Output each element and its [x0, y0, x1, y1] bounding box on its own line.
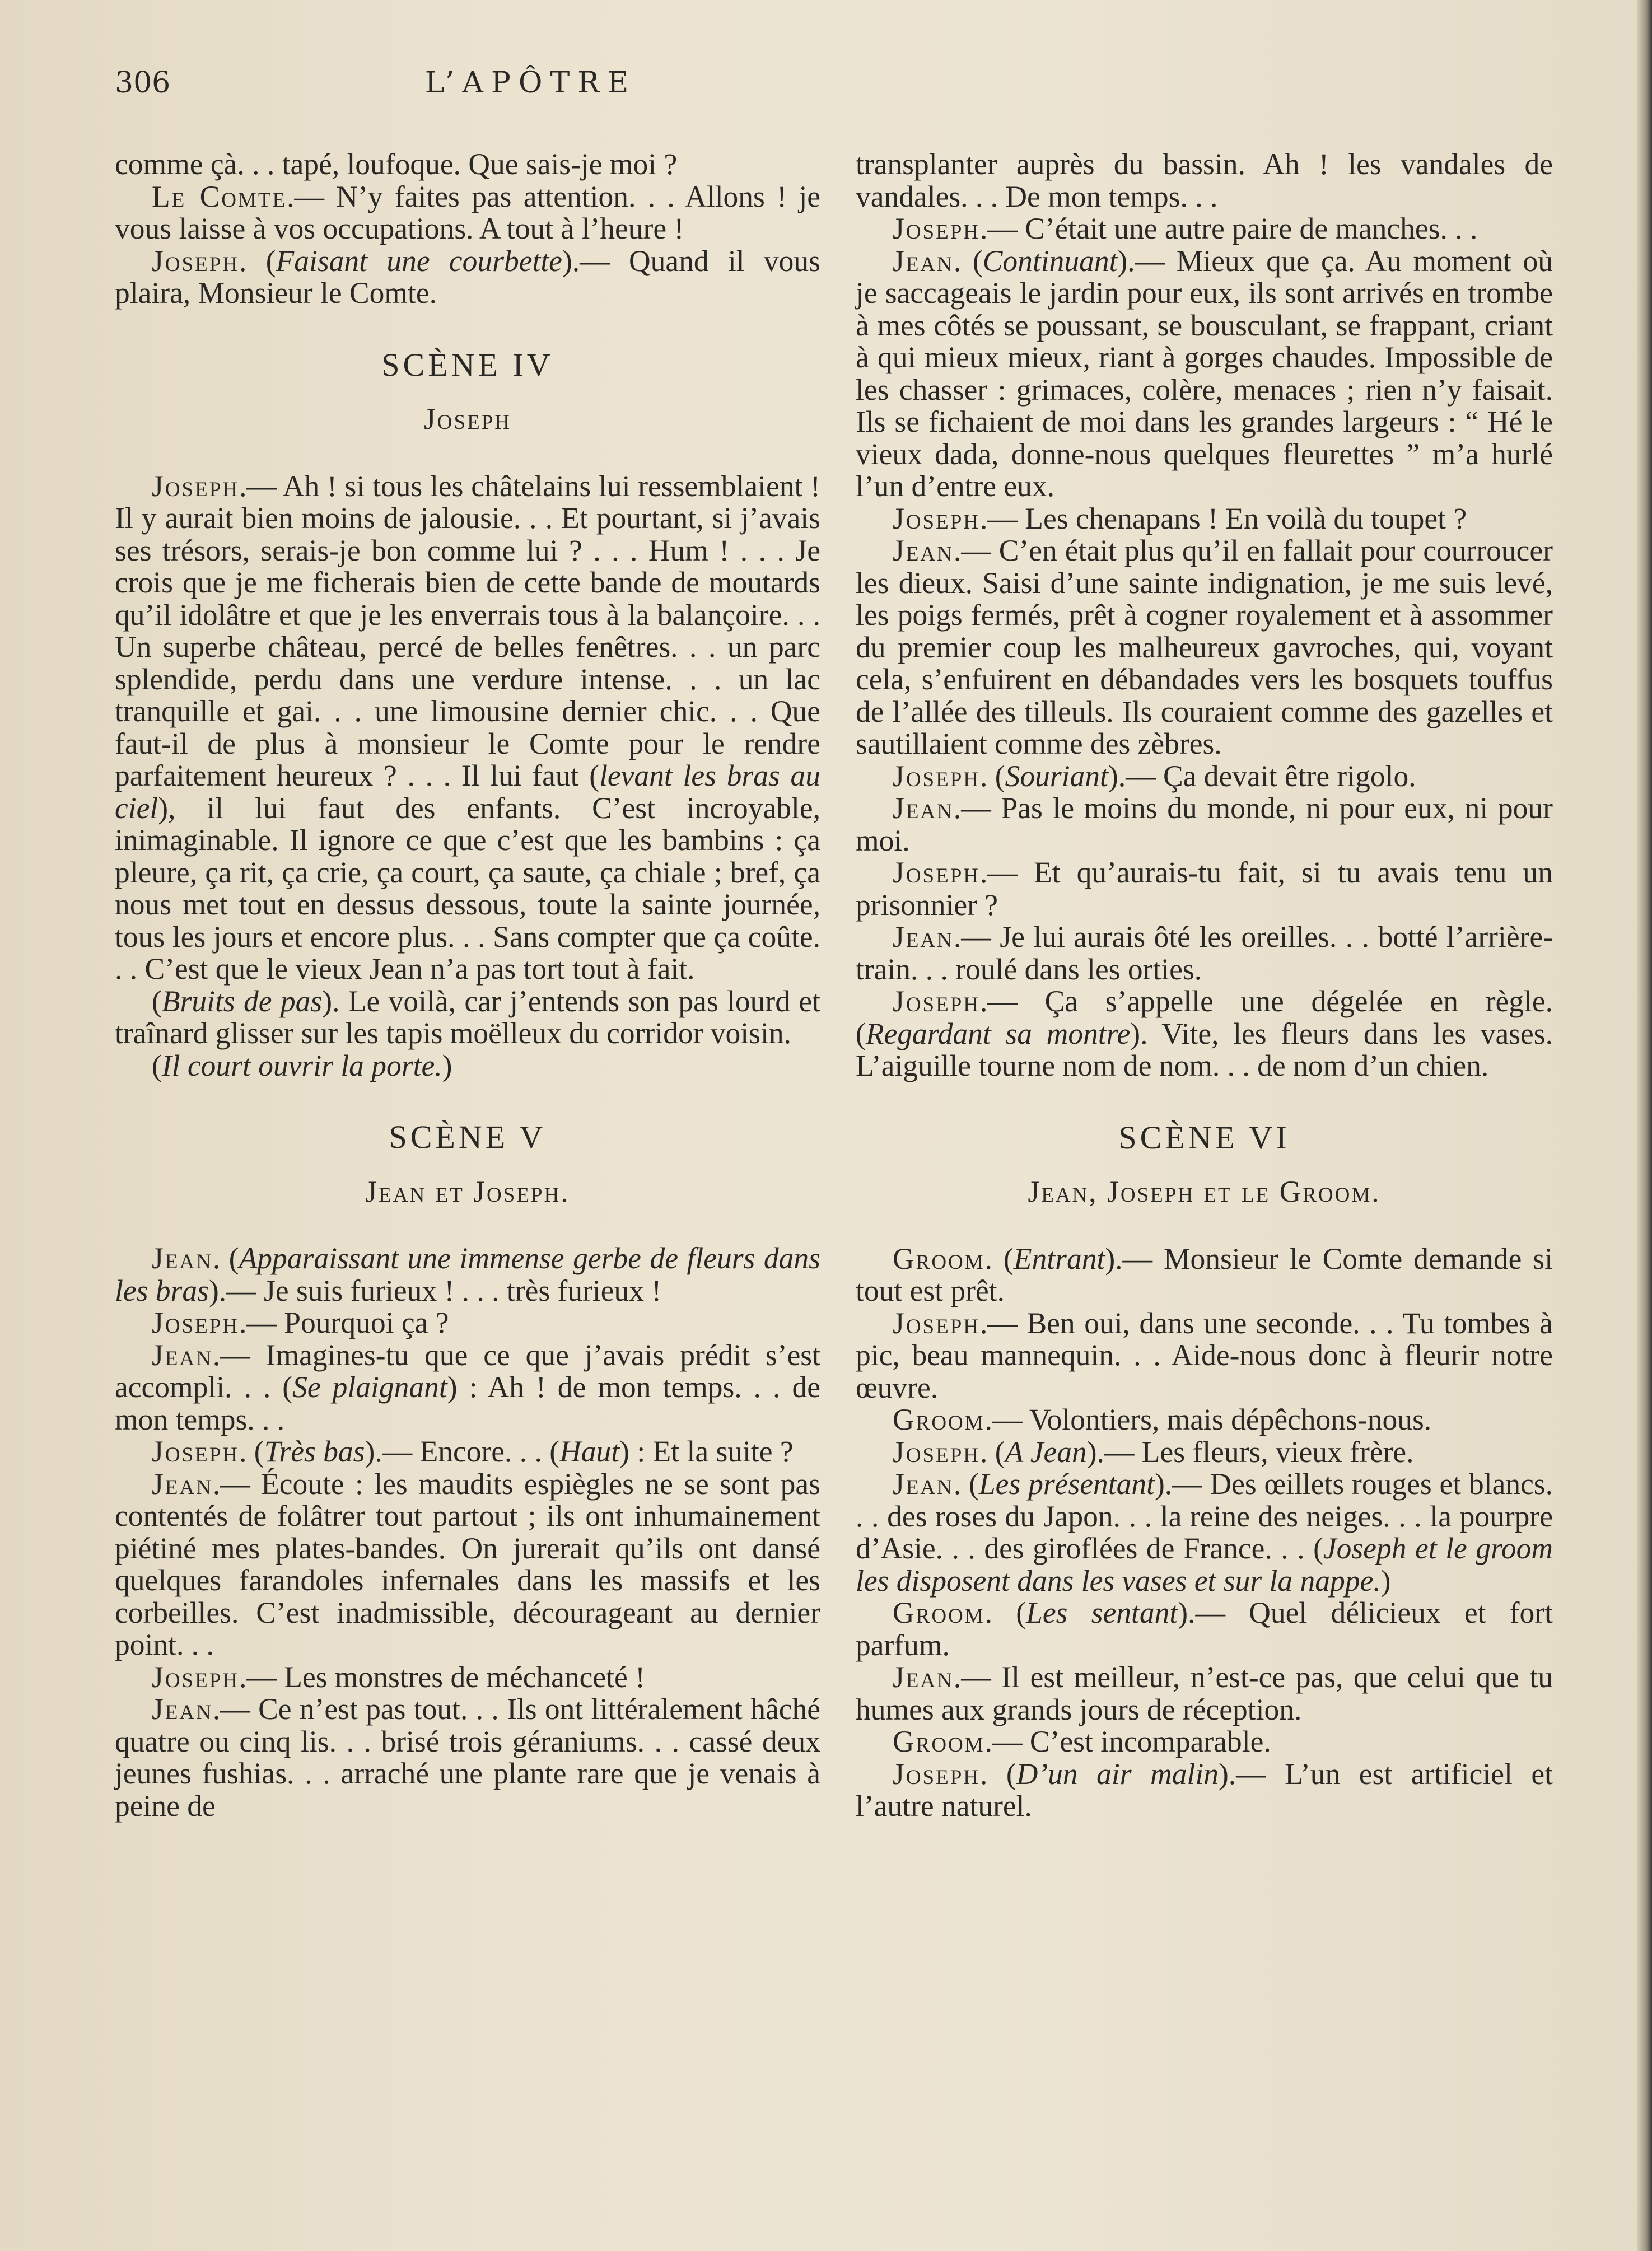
speaker-name: Jean — [893, 920, 954, 954]
dialogue-paragraph — [115, 986, 820, 1050]
speaker-name: Joseph — [893, 1757, 981, 1791]
speaker-name: Joseph — [893, 1435, 981, 1469]
speaker-name: Le Comte — [152, 179, 287, 213]
text-run: . ( — [953, 244, 983, 278]
speaker-name: Joseph — [893, 1306, 981, 1340]
text-run: ( — [152, 1048, 162, 1082]
dialogue-paragraph — [856, 535, 1553, 760]
speaker-name: Joseph — [152, 1660, 240, 1694]
stage-direction: Il court ouvrir la porte. — [161, 1048, 442, 1082]
stage-direction: A Jean — [1005, 1435, 1087, 1469]
dialogue-paragraph — [115, 1693, 820, 1822]
text-run: . ( — [980, 1435, 1005, 1469]
speaker-name: Joseph — [152, 1306, 240, 1339]
text-run: transplanter auprès du bassin. Ah ! les vandales de vandales. . . De mon temps. . . — [856, 147, 1553, 213]
dialogue-paragraph — [856, 792, 1553, 857]
dialogue-paragraph — [856, 245, 1553, 503]
text-run: ( — [152, 984, 162, 1018]
speaker-name: Joseph — [893, 759, 981, 793]
scene-heading: SCÈNE V — [389, 1119, 547, 1155]
speaker-name: Groom — [893, 1596, 985, 1629]
cast-list — [856, 1176, 1553, 1208]
text-run: .— Et qu’aurais-tu fait, si tu avais tenu un prisonnier ? — [856, 856, 1553, 922]
dialogue-paragraph — [856, 213, 1553, 245]
speaker-name: Joseph — [893, 856, 981, 889]
text-run: ).— L’un est artificiel et l’autre naturel. — [856, 1757, 1553, 1823]
left-column — [115, 148, 820, 1822]
scene-heading: SCÈNE VI — [1118, 1119, 1290, 1156]
text-run: .— C’est incomparable. — [984, 1725, 1271, 1758]
text-run: Joseph — [423, 402, 512, 436]
cast-list — [115, 403, 820, 436]
stage-direction: D’un air malin — [1016, 1757, 1219, 1791]
dialogue-paragraph — [856, 1597, 1553, 1661]
dialogue-paragraph — [856, 1758, 1553, 1823]
stage-direction: Les présentant — [978, 1467, 1155, 1501]
text-run: ).— Quand il vous plaira, Monsieur le Comte. — [115, 244, 820, 310]
speaker-name: Jean — [152, 1241, 213, 1275]
continued-paragraph — [115, 148, 820, 181]
stage-direction: Haut — [559, 1435, 620, 1468]
speaker-name: Groom — [893, 1241, 985, 1276]
text-run: . ( — [980, 759, 1005, 793]
text-run: .— Les monstres de méchanceté ! — [239, 1660, 645, 1694]
stage-direction: Joseph et le groom les disposent dans les vases et sur la nappe. — [856, 1531, 1553, 1598]
dialogue-paragraph — [115, 1436, 820, 1468]
text-run: .— N’y faites pas attention. . . Allons ! je vous laisse à vos occupations. A tout à l’heure ! — [115, 179, 820, 245]
text-run: ).— Encore. . . ( — [365, 1435, 560, 1468]
scene-heading: SCÈNE IV — [381, 346, 554, 383]
dialogue-paragraph — [115, 1661, 820, 1694]
text-run: .— Il est meilleur, n’est-ce pas, que celui que tu humes aux grands jours de réception. — [856, 1660, 1553, 1726]
dialogue-paragraph — [856, 1307, 1553, 1404]
stage-direction: Regardant sa montre — [865, 1016, 1131, 1050]
text-run: Jean et Joseph. — [365, 1174, 570, 1208]
speaker-name: Jean — [893, 534, 954, 567]
text-run: ).— Quel délicieux et fort parfum. — [856, 1596, 1553, 1662]
text-run: ). Vite, les fleurs dans les vases. L’aiguille tourne nom de nom. . . de nom d’un chien. — [856, 1016, 1553, 1082]
dialogue-paragraph — [856, 1661, 1553, 1726]
text-run: .— Écoute : les maudits espiègles ne se sont pas contentés de folâtrer tout partout ; ils ont inhumainement piétiné mes plates-bandes. On jurerait qu’ils ont dansé quelques farandoles infernales dans les massifs et les corbeilles. C’est inadmissible, décourageant au dernier point. . . — [115, 1467, 820, 1661]
dialogue-paragraph — [856, 921, 1553, 986]
dialogue-paragraph — [115, 1243, 820, 1307]
text-run: ) : Ah ! de mon temps. . . de mon temps. . . — [115, 1370, 820, 1436]
dialogue-paragraph — [856, 1404, 1553, 1436]
dialogue-paragraph — [115, 470, 820, 986]
dialogue-paragraph — [856, 857, 1553, 921]
text-run: . ( — [239, 1435, 264, 1468]
text-run: .— Imagines-tu que ce que j’avais prédit s’est accompli. . . ( — [115, 1338, 820, 1404]
speaker-name: Joseph — [152, 469, 240, 503]
text-run: ). Le voilà, car j’entends son pas lourd et traînard glisser sur les tapis moëlleux du corridor voisin. — [115, 984, 820, 1050]
dialogue-paragraph — [115, 245, 820, 310]
text-run: ).— Mieux que ça. Au moment où je saccageais le jardin pour eux, ils sont arrivés en trombe à mes côtés se poussant, se bousculant, se frappant, criant à qui mieux mieux, riant à gorges chaudes. Impossible de les chasser : grimaces, colère, menaces ; rien n’y faisait. Ils se fichaient de moi dans les grandes largeurs : “ Hé le vieux dada, donne-nous quelques fleurettes ” m’a hurlé l’un d’entre eux. — [856, 244, 1553, 503]
stage-direction: levant les bras au ciel — [115, 759, 820, 825]
dialogue-paragraph — [115, 1307, 820, 1339]
dialogue-paragraph — [856, 760, 1553, 793]
text-run: . ( — [239, 244, 276, 278]
dialogue-paragraph — [856, 1726, 1553, 1758]
speaker-name: Joseph — [893, 984, 981, 1018]
text-run: ).— Je suis furieux ! . . . très furieux ! — [208, 1273, 662, 1307]
speaker-name: Joseph — [893, 212, 981, 245]
stage-direction: Se plaignant — [292, 1370, 447, 1404]
text-run: ) : Et la suite ? — [619, 1435, 794, 1468]
text-run: ).— Les fleurs, vieux frère. — [1086, 1435, 1414, 1469]
text-run: ).— Ça devait être rigolo. — [1108, 759, 1416, 793]
text-run: .— C’en était plus qu’il en fallait pour courroucer les dieux. Saisi d’une sainte indignation, je me suis levé, les poigs fermés, prêt à cogner royalement et à assommer du premier coup les malheureux gavroches, qui, voyant cela, s’enfuirent en débandades vers les bosquets touffus de l’allée des tilleuls. Ils couraient comme des gazelles et sautillaient comme des zèbres. — [856, 534, 1553, 760]
text-run: .— Les chenapans ! En voilà du toupet ? — [980, 501, 1467, 535]
speaker-name: Jean — [152, 1467, 213, 1501]
text-run: . ( — [984, 1241, 1014, 1276]
stage-direction: Apparaissant une immense gerbe de fleurs dans les bras — [115, 1241, 820, 1307]
text-run: ) — [442, 1048, 452, 1082]
stage-direction: Continuant — [982, 244, 1118, 278]
text-run: .— Volontiers, mais dépêchons-nous. — [984, 1403, 1432, 1436]
stage-direction: Très bas — [264, 1435, 365, 1468]
speaker-name: Joseph — [152, 1435, 240, 1468]
dialogue-paragraph — [856, 1436, 1553, 1469]
dialogue-paragraph — [115, 181, 820, 245]
right-column — [856, 148, 1553, 1823]
running-title: L’APÔTRE — [424, 66, 637, 100]
speaker-name: Joseph — [893, 501, 981, 535]
text-run: . ( — [980, 1757, 1016, 1791]
stage-direction: Les sentant — [1026, 1596, 1178, 1629]
cast-list — [115, 1176, 820, 1208]
continued-paragraph — [856, 148, 1553, 213]
dialogue-paragraph — [856, 986, 1553, 1082]
speaker-name: Jean — [893, 1467, 954, 1501]
text-run: ).— Monsieur le Comte demande si tout est prêt. — [856, 1241, 1553, 1307]
text-run: .— Pourquoi ça ? — [239, 1306, 449, 1339]
stage-direction: Souriant — [1005, 759, 1108, 793]
stage-direction: Faisant une courbette — [276, 244, 562, 278]
speaker-name: Jean — [152, 1692, 213, 1726]
speaker-name: Jean — [893, 1660, 954, 1694]
text-run: .— C’était une autre paire de manches. . . — [980, 212, 1478, 245]
text-run: ) — [1380, 1563, 1391, 1598]
text-run: .— Pas le moins du monde, ni pour eux, ni pour moi. — [856, 791, 1553, 857]
text-run: .— Ben oui, dans une seconde. . . Tu tombes à pic, beau mannequin. . . Aide-nous donc à fleurir notre œuvre. — [856, 1306, 1553, 1404]
text-run: . ( — [984, 1596, 1026, 1629]
dialogue-paragraph — [856, 1468, 1553, 1597]
dialogue-paragraph — [856, 1243, 1553, 1307]
speaker-name: Joseph — [152, 244, 240, 278]
dialogue-paragraph — [115, 1339, 820, 1436]
text-run: .— Je lui aurais ôté les oreilles. . . botté l’arrière-train. . . roulé dans les orties. — [856, 920, 1553, 986]
text-run: .— Ce n’est pas tout. . . Ils ont littéralement hâché quatre ou cinq lis. . . brisé trois géraniums. . . cassé deux jeunes fushias. . . arraché une plante rare que je venais à peine de — [115, 1692, 820, 1823]
text-run: comme çà. . . tapé, loufoque. Que sais-je moi ? — [115, 147, 678, 181]
book-spine-shadow — [1637, 0, 1652, 2251]
text-run: . ( — [212, 1241, 239, 1275]
dialogue-paragraph — [115, 1468, 820, 1661]
text-run: Jean, Joseph et le Groom. — [1028, 1175, 1381, 1208]
speaker-name: Jean — [893, 791, 954, 825]
page-number: 306 — [115, 66, 171, 100]
text-run: .— Ah ! si tous les châtelains lui ressemblaient ! Il y aurait bien moins de jalousie. . . Et pourtant, si j’avais ses trésors, serais-je bon comme lui ? . . . Hum ! . . . Je crois que je me ficherais bien de cette bande de moutards qu’il idolâtre et que je les enverrais tous à la balançoire. . . Un superbe château, percé de belles fenêtres. . . un parc splendide, perdu dans une verdure intense. . . un lac tranquille et gai. . . une limousine dernier chic. . . Que faut-il de plus à monsieur le Comte pour le rendre parfaitement heureux ? . . . Il lui faut ( — [115, 469, 820, 792]
speaker-name: Groom — [893, 1725, 985, 1758]
text-run: .— Ça s’appelle une dégelée en règle. ( — [856, 984, 1553, 1050]
speaker-name: Groom — [893, 1403, 985, 1436]
stage-direction: Entrant — [1013, 1241, 1105, 1276]
text-run: ), il lui faut des enfants. C’est incroyable, inimaginable. Il ignore ce que c’est que les bambins : ça pleure, ça rit, ça crie, ça court, ça saute, ça chiale ; bref, ça nous met tout en dessus dessous, toute la sainte journée, tous les jours et encore plus. . . Sans compter que ça coûte. . . C’est que le vieux Jean n’a pas tort tout à fait. — [115, 791, 820, 986]
dialogue-paragraph — [856, 503, 1553, 535]
page-header — [115, 66, 946, 111]
stage-direction: Bruits de pas — [161, 984, 323, 1018]
dialogue-paragraph — [115, 1050, 820, 1082]
speaker-name: Jean — [152, 1338, 213, 1372]
text-run: . ( — [953, 1467, 979, 1501]
speaker-name: Jean — [893, 244, 954, 278]
text-run: ).— Des œillets rouges et blancs. . . des roses du Japon. . . la reine des neiges. . . la pourpre d’Asie. . . des giroflées de France. . . ( — [856, 1467, 1553, 1565]
